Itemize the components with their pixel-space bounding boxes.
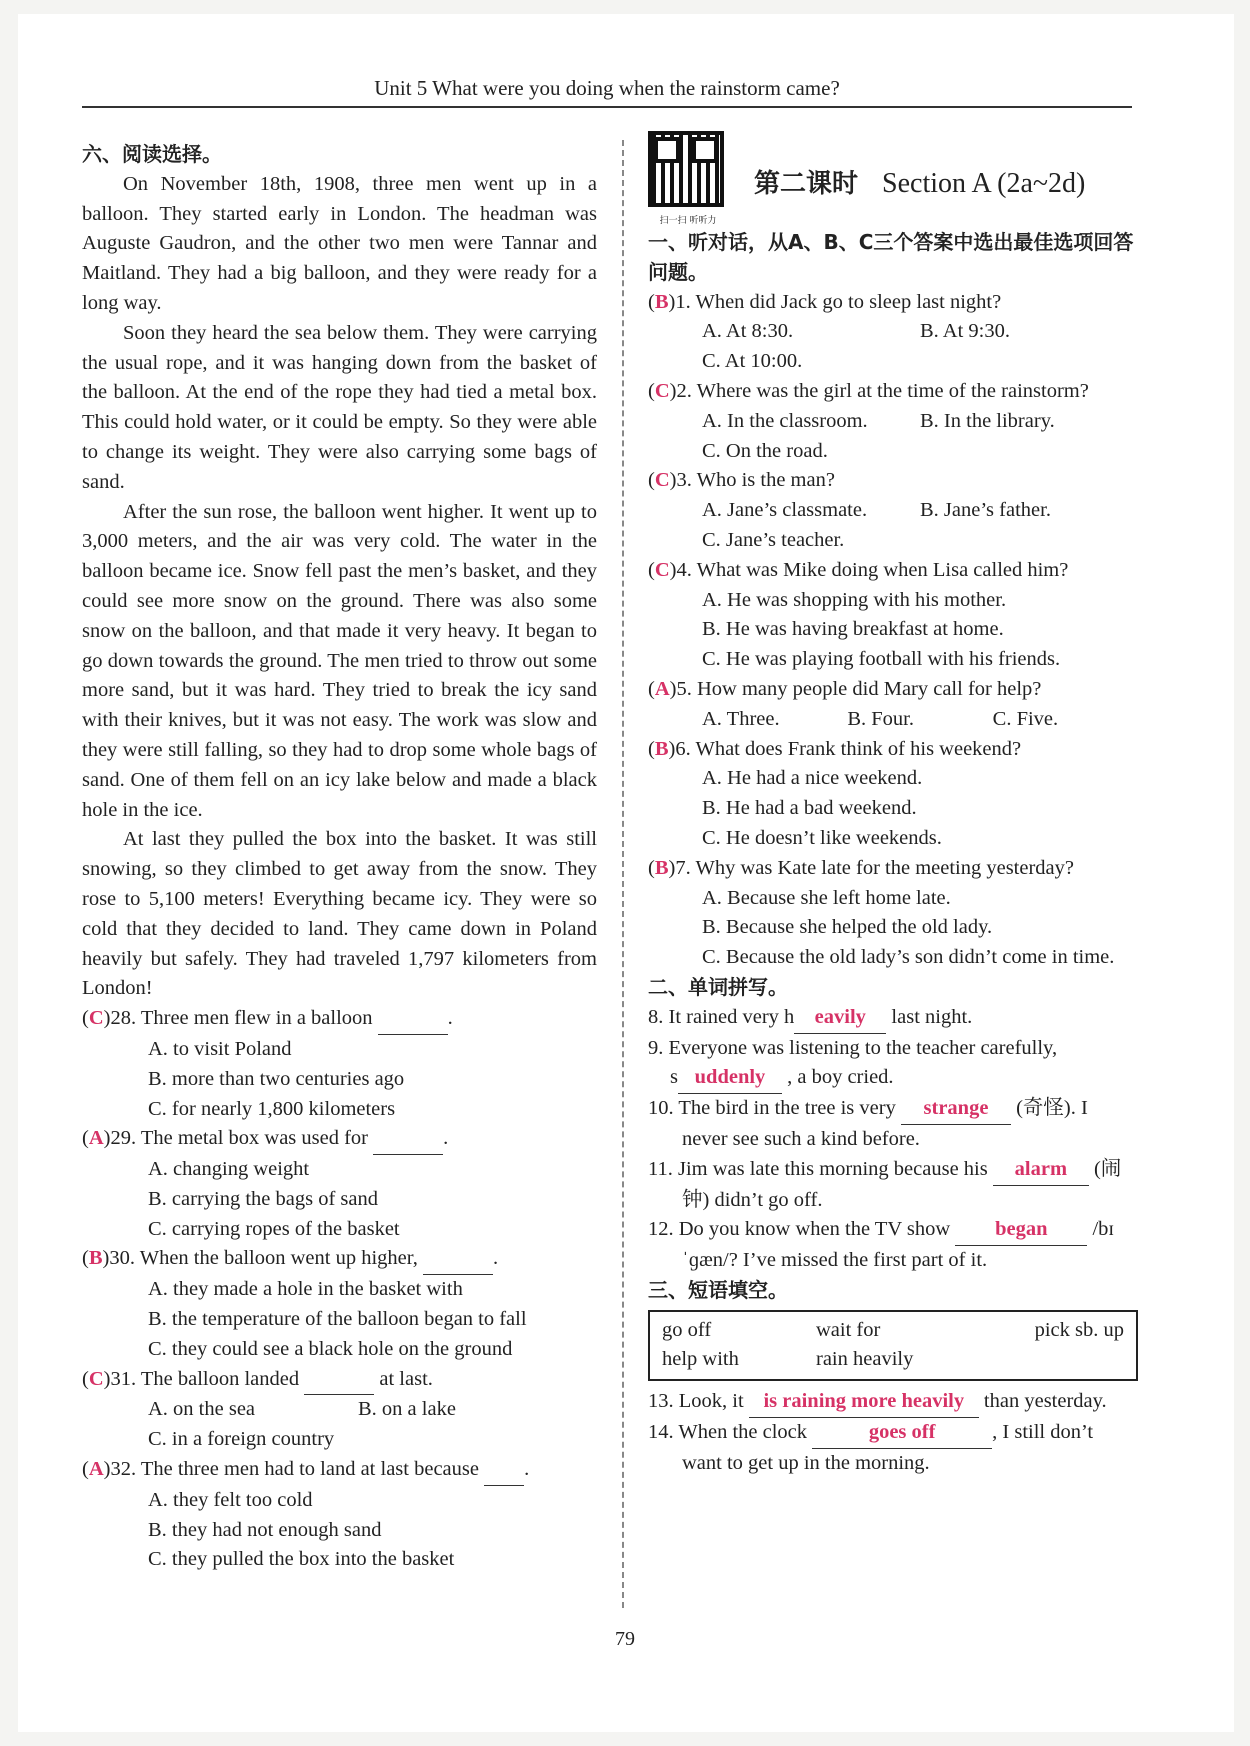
spelling-section-title: 二、单词拼写。 xyxy=(648,974,788,999)
answer-mark: C xyxy=(654,469,670,492)
reading-section-title: 六、阅读选择。 xyxy=(82,142,222,166)
answer-mark: A xyxy=(654,677,670,700)
option: C. He doesn’t like weekends. xyxy=(702,826,942,849)
lesson-title: 第二课时 Section A (2a~2d) xyxy=(754,167,1086,199)
option: A. to visit Poland xyxy=(148,1037,292,1060)
answer-blank[interactable] xyxy=(304,1365,374,1396)
option: C. Five. xyxy=(992,707,1059,730)
option: B. Jane’s father. xyxy=(920,499,1051,522)
page-number: 79 xyxy=(615,1628,635,1650)
spelling-question-8: 8. It rained very h eavily last night. xyxy=(648,1003,1138,1034)
option: A. In the classroom. xyxy=(702,409,868,432)
phrase-item: wait for xyxy=(816,1318,881,1341)
lesson-section: Section A (2a~2d) xyxy=(882,167,1086,199)
option: B. carrying the bags of sand xyxy=(148,1187,378,1210)
answer-blank[interactable] xyxy=(378,1004,448,1035)
reading-question-28: (C)28. Three men flew in a balloon . A. to visit Poland B. more than two centuries ago C. for nearly 1,800 kilometers xyxy=(82,1004,597,1124)
page-header: Unit 5 What were you doing when the rainstorm came? xyxy=(374,76,840,100)
qr-block xyxy=(648,131,728,237)
option: A. Jane’s classmate. xyxy=(702,499,868,522)
passage-paragraph: After the sun rose, the balloon went higher. It went up to 3,000 meters, and the air was very cold. The water in the balloon became ice. Snow fell past the men’s basket, and they could see more snow on the ground. There was also some snow on the balloon, and that made it very heavy. It began to go down towards the ground. The men tried to throw out some more sand, but it was hard. They tried to break the icy sand with their knives, but it was not easy. The work was slow and they were still falling, so they had to drop some whole bags of sand. One of them fell on an icy lake below and made a black hole in the ice. xyxy=(82,500,597,821)
option: C. they could see a black hole on the ground xyxy=(148,1337,513,1360)
passage-paragraph: On November 18th, 1908, three men went up in a balloon. They started early in London. The headman was Auguste Gaudron, and the other two men were Tannar and Maitland. They had a big balloon, and they were ready for a long way. xyxy=(82,172,597,314)
answer-mark: A xyxy=(88,1458,104,1481)
option: A. they felt too cold xyxy=(148,1488,313,1511)
option: A. on the sea xyxy=(148,1398,256,1421)
left-column xyxy=(82,140,597,1575)
option: A. He was shopping with his mother. xyxy=(702,588,1007,611)
spelling-question-9: 9. Everyone was listening to the teacher carefully, s uddenly , a boy cried. xyxy=(648,1034,1138,1095)
option: C. He was playing football with his friends. xyxy=(702,648,1061,671)
option: C. On the road. xyxy=(702,439,828,462)
phrase-question-14: 14. When the clock goes off , I still don’t want to get up in the morning. xyxy=(648,1418,1138,1479)
answer-mark: B xyxy=(88,1247,103,1270)
option: B. He was having breakfast at home. xyxy=(702,618,1004,641)
phrase-section-title: 三、短语填空。 xyxy=(648,1277,788,1302)
option: A. He had a nice weekend. xyxy=(702,767,923,790)
answer-mark: B xyxy=(654,856,669,879)
answer-blank[interactable] xyxy=(484,1455,524,1486)
option: C. Because the old lady’s son didn’t come in time. xyxy=(702,946,1115,969)
phrase-item: help with xyxy=(662,1348,739,1371)
listening-question-1: (B)1. When did Jack go to sleep last night? A. At 8:30. B. At 9:30. C. At 10:00. xyxy=(648,288,1138,377)
answer-blank[interactable]: alarm xyxy=(993,1155,1089,1186)
option: A. they made a hole in the basket with xyxy=(148,1278,463,1301)
passage-paragraph: At last they pulled the box into the basket. It was still snowing, so they climbed to get away from the snow. They rose to 5,100 meters! Everything became icy. They were so cold that they decided to land. They came down in Poland heavily but safely. They had traveled 1,797 kilometers from London! xyxy=(82,828,597,1000)
option: B. more than two centuries ago xyxy=(148,1067,405,1090)
passage-paragraph: Soon they heard the sea below them. They were carrying the usual rope, and it was hanging down from the basket of the balloon. At the end of the rope they had tied a metal box. This could hold water, or it could be empty. So they were able to change its weight. They were also carrying some bags of sand. xyxy=(82,321,597,493)
answer-mark: C xyxy=(88,1007,104,1030)
reading-question-32: (A)32. The three men had to land at last because . A. they felt too cold B. they had not enough sand C. they pulled the box into the basket xyxy=(82,1455,597,1575)
answer-mark: C xyxy=(654,558,670,581)
option: B. Four. xyxy=(847,707,914,730)
answer-blank[interactable] xyxy=(373,1124,443,1155)
option: A. At 8:30. xyxy=(702,320,794,343)
answer-blank[interactable]: is raining more heavily xyxy=(749,1387,979,1418)
reading-question-31: (C)31. The balloon landed at last. A. on the sea B. on a lake C. in a foreign country xyxy=(82,1365,597,1455)
listening-question-5: (A)5. How many people did Mary call for help? A. Three. B. Four. C. Five. xyxy=(648,675,1138,735)
answer-blank[interactable]: goes off xyxy=(812,1418,992,1449)
listening-question-2: (C)2. Where was the girl at the time of the rainstorm? A. In the classroom. B. In the library. C. On the road. xyxy=(648,377,1138,466)
answer-blank[interactable] xyxy=(423,1244,493,1275)
listening-section-title: 一、听对话，从A、B、C三个答案中选出最佳选项回答问题。 xyxy=(648,230,1134,284)
header-divider xyxy=(82,106,1132,108)
option: B. He had a bad weekend. xyxy=(702,797,917,820)
option-row xyxy=(82,1395,597,1425)
phrase-question-13: 13. Look, it is raining more heavily than yesterday. xyxy=(648,1387,1138,1418)
answer-blank[interactable]: eavily xyxy=(794,1003,886,1034)
option: C. carrying ropes of the basket xyxy=(148,1217,400,1240)
option: C. Jane’s teacher. xyxy=(702,528,845,551)
answer-mark: B xyxy=(654,737,669,760)
listening-question-4: (C)4. What was Mike doing when Lisa called him? A. He was shopping with his mother. B. He was having breakfast at home. C. He was playing football with his friends. xyxy=(648,556,1138,675)
option: C. At 10:00. xyxy=(702,350,803,373)
option: C. for nearly 1,800 kilometers xyxy=(148,1097,396,1120)
option-row xyxy=(648,496,1138,526)
option-row xyxy=(648,317,1138,347)
qr-caption: 扫一扫 听听力 xyxy=(659,216,717,227)
listening-question-6: (B)6. What does Frank think of his weekend? A. He had a nice weekend. B. He had a bad weekend. C. He doesn’t like weekends. xyxy=(648,735,1138,854)
option: B. At 9:30. xyxy=(920,320,1010,343)
answer-blank[interactable]: strange xyxy=(901,1094,1011,1125)
answer-mark: C xyxy=(654,379,670,402)
answer-blank[interactable]: began xyxy=(955,1215,1087,1246)
option: C. they pulled the box into the basket xyxy=(148,1548,455,1571)
spelling-question-11: 11. Jim was late this morning because his alarm (闹钟) didn’t go off. xyxy=(648,1155,1138,1216)
phrase-item: go off xyxy=(662,1318,712,1341)
option: B. they had not enough sand xyxy=(148,1518,382,1541)
option: B. Because she helped the old lady. xyxy=(702,916,993,939)
option: B. the temperature of the balloon began to fall xyxy=(148,1308,527,1331)
option: B. on a lake xyxy=(358,1398,456,1421)
reading-question-30: (B)30. When the balloon went up higher, . A. they made a hole in the basket with B. the temperature of the balloon began to fall C. they could see a black hole on the ground xyxy=(82,1244,597,1364)
qr-code-icon[interactable] xyxy=(648,131,724,207)
option: B. In the library. xyxy=(920,409,1055,432)
option: A. Because she left home late. xyxy=(702,886,951,909)
spelling-question-10: 10. The bird in the tree is very strange (奇怪). I never see such a kind before. xyxy=(648,1094,1138,1155)
listening-question-7: (B)7. Why was Kate late for the meeting yesterday? A. Because she left home late. B. Because she helped the old lady. C. Because the old lady’s son didn’t come in time. xyxy=(648,854,1138,973)
phrase-box xyxy=(648,1310,1138,1382)
listening-question-3: (C)3. Who is the man? A. Jane’s classmate. B. Jane’s father. C. Jane’s teacher. xyxy=(648,466,1138,555)
option-row xyxy=(648,705,1138,735)
phrase-item: pick sb. up xyxy=(1034,1318,1124,1341)
spelling-question-12: 12. Do you know when the TV show began /bɪˈɡæn/? I’ve missed the first part of it. xyxy=(648,1215,1138,1276)
answer-mark: B xyxy=(654,290,669,313)
lesson-header xyxy=(648,140,1138,228)
column-divider xyxy=(622,140,624,1608)
option: C. in a foreign country xyxy=(148,1428,335,1451)
phrase-item: rain heavily xyxy=(816,1348,914,1371)
option: A. Three. xyxy=(702,707,780,730)
option-row xyxy=(648,407,1138,437)
answer-blank[interactable]: uddenly xyxy=(678,1063,782,1094)
answer-mark: C xyxy=(88,1367,104,1390)
right-column xyxy=(648,140,1138,1479)
option: A. changing weight xyxy=(148,1158,310,1181)
answer-mark: A xyxy=(88,1127,104,1150)
reading-question-29: (A)29. The metal box was used for . A. changing weight B. carrying the bags of sand C. carrying ropes of the basket xyxy=(82,1124,597,1244)
